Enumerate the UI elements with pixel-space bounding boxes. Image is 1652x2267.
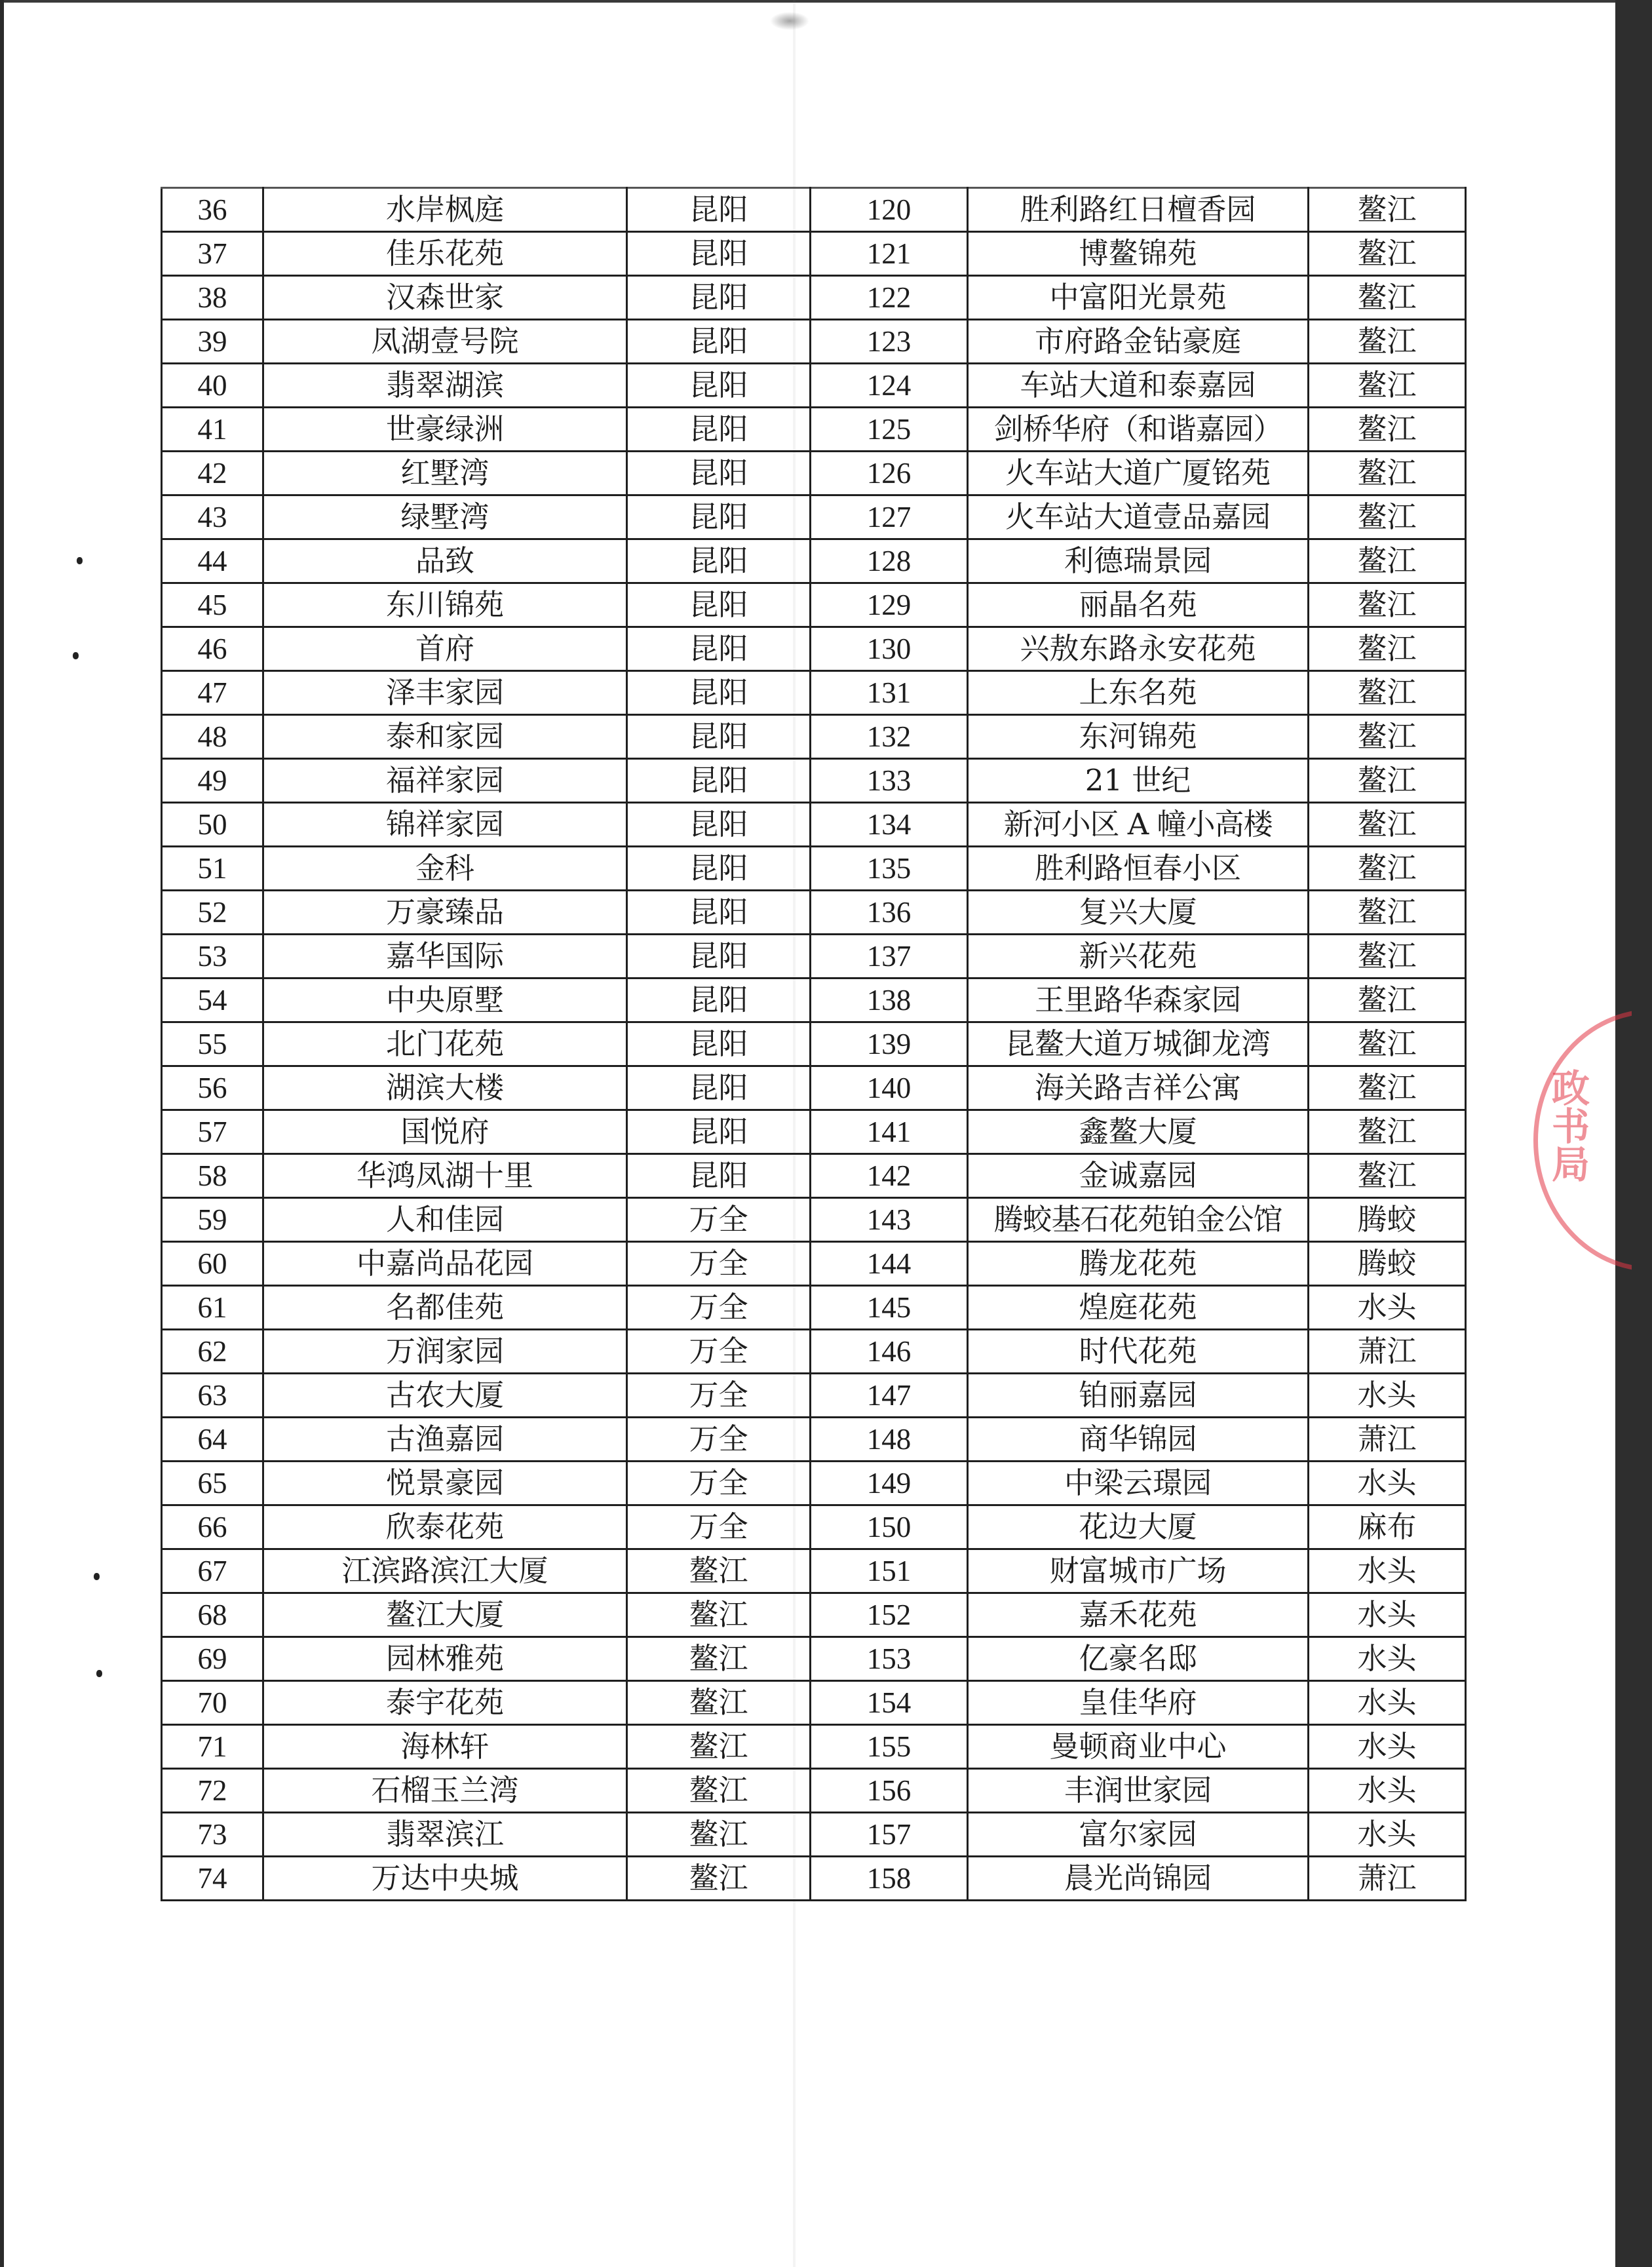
row-number-cell: 63 [162,1374,263,1418]
row-number-cell: 60 [162,1242,263,1286]
community-name-cell: 石榴玉兰湾 [263,1769,627,1813]
row-number-cell: 151 [811,1549,968,1593]
table-row [162,495,1466,539]
district-cell: 水头 [1309,1593,1466,1637]
row-number-cell: 153 [811,1637,968,1681]
row-number-cell: 139 [811,1022,968,1066]
district-cell: 鳌江 [1309,759,1466,803]
district-cell: 水头 [1309,1374,1466,1418]
district-cell: 鳌江 [1309,627,1466,671]
district-cell: 昆阳 [627,408,811,452]
district-cell: 鳌江 [1309,539,1466,583]
row-number-cell: 72 [162,1769,263,1813]
district-cell: 腾蛟 [1309,1242,1466,1286]
district-cell: 鳌江 [1309,803,1466,847]
row-number-cell: 37 [162,232,263,276]
table-row [162,671,1466,715]
community-name-cell: 红墅湾 [263,452,627,495]
community-name-cell: 市府路金钻豪庭 [968,320,1309,364]
community-name-cell: 古渔嘉园 [263,1418,627,1462]
district-cell: 昆阳 [627,847,811,891]
row-number-cell: 132 [811,715,968,759]
row-number-cell: 137 [811,935,968,978]
table-row [162,1066,1466,1110]
district-cell: 昆阳 [627,495,811,539]
community-name-cell: 国悦府 [263,1110,627,1154]
community-name-cell: 金诚嘉园 [968,1154,1309,1198]
row-number-cell: 65 [162,1462,263,1505]
table-row [162,759,1466,803]
community-name-cell: 汉森世家 [263,276,627,320]
community-name-cell: 海关路吉祥公寓 [968,1066,1309,1110]
district-cell: 鳌江 [1309,232,1466,276]
row-number-cell: 147 [811,1374,968,1418]
row-number-cell: 145 [811,1286,968,1330]
row-number-cell: 64 [162,1418,263,1462]
district-cell: 水头 [1309,1462,1466,1505]
community-name-cell: 万豪臻品 [263,891,627,935]
table-row [162,1549,1466,1593]
community-name-cell: 万达中央城 [263,1857,627,1901]
table-row [162,1462,1466,1505]
district-cell: 昆阳 [627,978,811,1022]
district-cell: 万全 [627,1418,811,1462]
row-number-cell: 54 [162,978,263,1022]
table-row [162,847,1466,891]
row-number-cell: 57 [162,1110,263,1154]
district-cell: 水头 [1309,1681,1466,1725]
district-cell: 昆阳 [627,803,811,847]
margin-speck [96,1670,102,1677]
table-row [162,1110,1466,1154]
district-cell: 鳌江 [1309,1066,1466,1110]
community-name-cell: 北门花苑 [263,1022,627,1066]
community-name-cell: 腾龙花苑 [968,1242,1309,1286]
table-row [162,1286,1466,1330]
community-name-cell: 泰宇花苑 [263,1681,627,1725]
row-number-cell: 155 [811,1725,968,1769]
community-name-cell: 铂丽嘉园 [968,1374,1309,1418]
district-cell: 昆阳 [627,320,811,364]
community-name-cell: 火车站大道壹品嘉园 [968,495,1309,539]
row-number-cell: 71 [162,1725,263,1769]
row-number-cell: 129 [811,583,968,627]
residential-community-table [161,187,1467,1901]
district-cell: 昆阳 [627,452,811,495]
table-row [162,935,1466,978]
district-cell: 萧江 [1309,1330,1466,1374]
table-row [162,452,1466,495]
community-name-cell: 鳌江大厦 [263,1593,627,1637]
district-cell: 鳌江 [627,1593,811,1637]
community-name-cell: 锦祥家园 [263,803,627,847]
table-row [162,232,1466,276]
community-name-cell: 泽丰家园 [263,671,627,715]
community-name-cell: 万润家园 [263,1330,627,1374]
community-name-cell: 悦景豪园 [263,1462,627,1505]
row-number-cell: 50 [162,803,263,847]
row-number-cell: 51 [162,847,263,891]
row-number-cell: 158 [811,1857,968,1901]
table-row [162,715,1466,759]
district-cell: 万全 [627,1330,811,1374]
community-name-cell: 胜利路恒春小区 [968,847,1309,891]
district-cell: 腾蛟 [1309,1198,1466,1242]
row-number-cell: 126 [811,452,968,495]
table-row [162,891,1466,935]
row-number-cell: 66 [162,1505,263,1549]
row-number-cell: 47 [162,671,263,715]
community-name-cell: 剑桥华府（和谐嘉园） [968,408,1309,452]
row-number-cell: 68 [162,1593,263,1637]
district-cell: 万全 [627,1505,811,1549]
table-row [162,1681,1466,1725]
margin-speck [77,557,83,564]
community-name-cell: 丽晶名苑 [968,583,1309,627]
community-name-cell: 品致 [263,539,627,583]
table-row [162,627,1466,671]
table-row [162,539,1466,583]
seal-text: 政书局 [1545,1068,1590,1182]
row-number-cell: 133 [811,759,968,803]
community-name-cell: 名都佳苑 [263,1286,627,1330]
community-name-cell: 胜利路红日檀香园 [968,188,1309,232]
district-cell: 鳌江 [627,1769,811,1813]
district-cell: 鳌江 [627,1813,811,1857]
community-name-cell: 兴敖东路永安花苑 [968,627,1309,671]
table-row [162,1857,1466,1901]
community-name-cell: 水岸枫庭 [263,188,627,232]
district-cell: 鳌江 [1309,583,1466,627]
district-cell: 万全 [627,1462,811,1505]
row-number-cell: 134 [811,803,968,847]
row-number-cell: 41 [162,408,263,452]
community-name-cell: 中央原墅 [263,978,627,1022]
row-number-cell: 43 [162,495,263,539]
row-number-cell: 73 [162,1813,263,1857]
community-name-cell: 亿豪名邸 [968,1637,1309,1681]
community-name-cell: 昆鳌大道万城御龙湾 [968,1022,1309,1066]
row-number-cell: 144 [811,1242,968,1286]
community-name-cell: 富尔家园 [968,1813,1309,1857]
row-number-cell: 152 [811,1593,968,1637]
row-number-cell: 56 [162,1066,263,1110]
table-row [162,1154,1466,1198]
row-number-cell: 124 [811,364,968,408]
district-cell: 鳌江 [1309,1154,1466,1198]
row-number-cell: 143 [811,1198,968,1242]
community-name-cell: 利德瑞景园 [968,539,1309,583]
community-name-cell: 海林轩 [263,1725,627,1769]
row-number-cell: 142 [811,1154,968,1198]
community-name-cell: 煌庭花苑 [968,1286,1309,1330]
district-cell: 昆阳 [627,583,811,627]
district-cell: 水头 [1309,1813,1466,1857]
row-number-cell: 157 [811,1813,968,1857]
district-cell: 昆阳 [627,232,811,276]
official-seal-stamp [1533,1009,1632,1271]
table-row [162,1242,1466,1286]
district-cell: 鳌江 [1309,671,1466,715]
table-row [162,1813,1466,1857]
table-row [162,583,1466,627]
row-number-cell: 135 [811,847,968,891]
community-name-cell: 花边大厦 [968,1505,1309,1549]
row-number-cell: 150 [811,1505,968,1549]
district-cell: 鳌江 [1309,364,1466,408]
community-name-cell: 火车站大道广厦铭苑 [968,452,1309,495]
district-cell: 昆阳 [627,935,811,978]
district-cell: 昆阳 [627,715,811,759]
community-name-cell: 博鳌锦苑 [968,232,1309,276]
community-name-cell: 新兴花苑 [968,935,1309,978]
community-name-cell: 嘉禾花苑 [968,1593,1309,1637]
community-name-cell: 古农大厦 [263,1374,627,1418]
community-name-cell: 华鸿凤湖十里 [263,1154,627,1198]
district-cell: 昆阳 [627,891,811,935]
district-cell: 昆阳 [627,276,811,320]
row-number-cell: 49 [162,759,263,803]
row-number-cell: 122 [811,276,968,320]
community-name-cell: 财富城市广场 [968,1549,1309,1593]
community-name-cell: 佳乐花苑 [263,232,627,276]
district-cell: 水头 [1309,1637,1466,1681]
community-name-cell: 新河小区 A 幢小高楼 [968,803,1309,847]
community-name-cell: 凤湖壹号院 [263,320,627,364]
community-name-cell: 人和佳园 [263,1198,627,1242]
row-number-cell: 36 [162,188,263,232]
community-name-cell: 绿墅湾 [263,495,627,539]
district-cell: 水头 [1309,1769,1466,1813]
district-cell: 麻布 [1309,1505,1466,1549]
row-number-cell: 48 [162,715,263,759]
row-number-cell: 127 [811,495,968,539]
community-name-cell: 皇佳华府 [968,1681,1309,1725]
row-number-cell: 149 [811,1462,968,1505]
table-row [162,1022,1466,1066]
district-cell: 昆阳 [627,759,811,803]
district-cell: 昆阳 [627,627,811,671]
district-cell: 鳌江 [1309,1110,1466,1154]
margin-speck [73,652,79,659]
row-number-cell: 120 [811,188,968,232]
row-number-cell: 125 [811,408,968,452]
community-name-cell: 腾蛟基石花苑铂金公馆 [968,1198,1309,1242]
district-cell: 昆阳 [627,1110,811,1154]
row-number-cell: 130 [811,627,968,671]
district-cell: 鳌江 [1309,495,1466,539]
district-cell: 鳌江 [1309,188,1466,232]
community-name-cell: 商华锦园 [968,1418,1309,1462]
community-name-cell: 中嘉尚品花园 [263,1242,627,1286]
district-cell: 鳌江 [1309,935,1466,978]
district-cell: 鳌江 [627,1857,811,1901]
community-name-cell: 嘉华国际 [263,935,627,978]
community-name-cell: 湖滨大楼 [263,1066,627,1110]
district-cell: 万全 [627,1242,811,1286]
community-name-cell: 首府 [263,627,627,671]
district-cell: 鳌江 [627,1725,811,1769]
district-cell: 昆阳 [627,364,811,408]
district-cell: 昆阳 [627,1022,811,1066]
table-row [162,364,1466,408]
row-number-cell: 123 [811,320,968,364]
district-cell: 鳌江 [627,1681,811,1725]
row-number-cell: 42 [162,452,263,495]
row-number-cell: 128 [811,539,968,583]
community-name-cell: 福祥家园 [263,759,627,803]
row-number-cell: 140 [811,1066,968,1110]
row-number-cell: 121 [811,232,968,276]
community-name-cell: 泰和家园 [263,715,627,759]
community-name-cell: 中梁云璟园 [968,1462,1309,1505]
row-number-cell: 58 [162,1154,263,1198]
row-number-cell: 53 [162,935,263,978]
district-cell: 鳌江 [1309,1022,1466,1066]
table-row [162,1198,1466,1242]
table-row [162,276,1466,320]
community-name-cell: 21 世纪 [968,759,1309,803]
community-name-cell: 车站大道和泰嘉园 [968,364,1309,408]
table-row [162,408,1466,452]
community-name-cell: 鑫鳌大厦 [968,1110,1309,1154]
district-cell: 水头 [1309,1286,1466,1330]
row-number-cell: 156 [811,1769,968,1813]
table-row [162,1725,1466,1769]
table-body [162,188,1466,1901]
row-number-cell: 136 [811,891,968,935]
row-number-cell: 55 [162,1022,263,1066]
row-number-cell: 38 [162,276,263,320]
row-number-cell: 69 [162,1637,263,1681]
district-cell: 鳌江 [1309,978,1466,1022]
district-cell: 万全 [627,1286,811,1330]
district-cell: 万全 [627,1198,811,1242]
table-row [162,320,1466,364]
community-name-cell: 东川锦苑 [263,583,627,627]
scan-edge-left [0,0,4,2267]
row-number-cell: 74 [162,1857,263,1901]
row-number-cell: 141 [811,1110,968,1154]
table-row [162,1418,1466,1462]
district-cell: 鳌江 [1309,715,1466,759]
margin-speck [94,1573,100,1580]
community-name-cell: 金科 [263,847,627,891]
community-name-cell: 丰润世家园 [968,1769,1309,1813]
community-name-cell: 上东名苑 [968,671,1309,715]
community-name-cell: 欣泰花苑 [263,1505,627,1549]
scan-edge-top [0,0,1652,3]
staple-smudge [770,12,809,30]
row-number-cell: 61 [162,1286,263,1330]
district-cell: 鳌江 [1309,408,1466,452]
row-number-cell: 59 [162,1198,263,1242]
district-cell: 萧江 [1309,1418,1466,1462]
district-cell: 鳌江 [1309,891,1466,935]
community-name-cell: 中富阳光景苑 [968,276,1309,320]
row-number-cell: 44 [162,539,263,583]
district-cell: 鳌江 [627,1549,811,1593]
row-number-cell: 45 [162,583,263,627]
community-name-cell: 园林雅苑 [263,1637,627,1681]
row-number-cell: 138 [811,978,968,1022]
community-name-cell: 世豪绿洲 [263,408,627,452]
community-name-cell: 王里路华森家园 [968,978,1309,1022]
district-cell: 昆阳 [627,1154,811,1198]
table-row [162,1769,1466,1813]
district-cell: 鳌江 [1309,320,1466,364]
district-cell: 水头 [1309,1549,1466,1593]
community-name-cell: 翡翠滨江 [263,1813,627,1857]
table-row [162,978,1466,1022]
community-name-cell: 曼顿商业中心 [968,1725,1309,1769]
row-number-cell: 46 [162,627,263,671]
row-number-cell: 67 [162,1549,263,1593]
table-row [162,1593,1466,1637]
community-name-cell: 晨光尚锦园 [968,1857,1309,1901]
row-number-cell: 131 [811,671,968,715]
district-cell: 昆阳 [627,1066,811,1110]
table-row [162,188,1466,232]
community-name-cell: 翡翠湖滨 [263,364,627,408]
district-cell: 万全 [627,1374,811,1418]
community-name-cell: 东河锦苑 [968,715,1309,759]
row-number-cell: 70 [162,1681,263,1725]
district-cell: 昆阳 [627,539,811,583]
community-name-cell: 复兴大厦 [968,891,1309,935]
community-name-cell: 江滨路滨江大厦 [263,1549,627,1593]
table-row [162,1637,1466,1681]
row-number-cell: 39 [162,320,263,364]
district-cell: 萧江 [1309,1857,1466,1901]
district-cell: 昆阳 [627,188,811,232]
district-cell: 鳌江 [1309,452,1466,495]
row-number-cell: 154 [811,1681,968,1725]
row-number-cell: 40 [162,364,263,408]
table-row [162,1505,1466,1549]
community-name-cell: 时代花苑 [968,1330,1309,1374]
table-row [162,803,1466,847]
district-cell: 水头 [1309,1725,1466,1769]
table-row [162,1374,1466,1418]
row-number-cell: 62 [162,1330,263,1374]
row-number-cell: 52 [162,891,263,935]
row-number-cell: 148 [811,1418,968,1462]
district-cell: 昆阳 [627,671,811,715]
district-cell: 鳌江 [1309,847,1466,891]
district-cell: 鳌江 [627,1637,811,1681]
row-number-cell: 146 [811,1330,968,1374]
district-cell: 鳌江 [1309,276,1466,320]
table-row [162,1330,1466,1374]
